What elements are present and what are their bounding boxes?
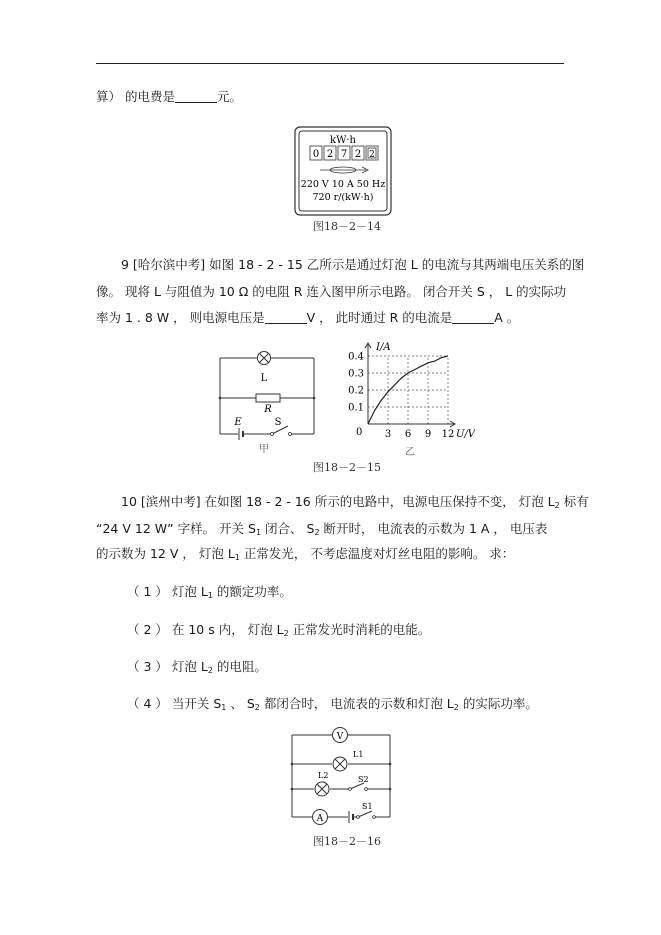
meter-rate: 720 r/(kW·h) bbox=[312, 192, 374, 203]
item-text: 、 S bbox=[226, 696, 255, 711]
y-tick-label: 0.2 bbox=[348, 385, 364, 397]
ammeter-icon bbox=[313, 810, 328, 825]
resistor-label: R bbox=[264, 404, 272, 415]
battery-icon bbox=[349, 811, 353, 823]
lamp-l-icon bbox=[258, 352, 271, 365]
q10-line-2 bbox=[96, 521, 547, 540]
answer-blank[interactable] bbox=[175, 90, 217, 103]
lamp1-label: L1 bbox=[353, 750, 364, 759]
q9-line-3b: V ， 此时通过 R 的电流是 bbox=[306, 310, 453, 325]
lamp-label: L bbox=[260, 373, 268, 384]
answer-suffix: 元。 bbox=[216, 89, 242, 104]
q10-sub: 1 bbox=[255, 528, 262, 537]
voltmeter-icon bbox=[333, 728, 348, 743]
item-sub: 1 bbox=[221, 703, 227, 712]
q9-line-1: 9 [哈尔滨中考] 如图 18 - 2 - 15 乙所示是通过灯泡 L 的电流与其两端电压关系的图 bbox=[121, 257, 585, 272]
q9-line-3a: 率为 1 . 8 W ， 则电源电压是 bbox=[96, 310, 265, 325]
item-text: 的实际功率。 bbox=[458, 696, 538, 711]
q10-sub: 1 bbox=[234, 553, 240, 562]
x-tick-label: 12 bbox=[441, 429, 455, 440]
meter-digit-3: 7 bbox=[340, 149, 348, 160]
graph-axes bbox=[365, 343, 455, 427]
item-text: 灯泡 L bbox=[167, 584, 208, 599]
item-number: （ 1 ） bbox=[127, 584, 168, 599]
meter-digit-1: 0 bbox=[312, 149, 320, 160]
switch-s1-icon bbox=[357, 816, 376, 819]
q10-line-2b: 闭合、 S bbox=[261, 521, 315, 536]
item-number: （ 2 ） bbox=[127, 622, 168, 637]
item-text: 在 10 s 内， 灯泡 L bbox=[167, 622, 284, 637]
q10-line-3a: 的示数为 12 V ， 灯泡 L bbox=[96, 546, 235, 561]
y-axis-label: I/A bbox=[376, 342, 391, 353]
q10-sub: 2 bbox=[314, 528, 320, 537]
voltage-blank[interactable] bbox=[265, 311, 307, 324]
item-text: 的额定功率。 bbox=[212, 584, 292, 599]
item-text: 灯泡 L bbox=[167, 659, 208, 674]
q10-line-3b: 正常发光， 不考虑温度对灯丝电阻的影响。 求： bbox=[239, 546, 515, 561]
q10-line-3 bbox=[96, 546, 514, 565]
q9-line-3 bbox=[96, 310, 519, 325]
y-tick-label: 0.1 bbox=[348, 402, 364, 414]
q10-item-4 bbox=[127, 696, 538, 715]
item-text: 正常发光时消耗的电能。 bbox=[288, 622, 431, 637]
lamp2-label: L2 bbox=[318, 771, 329, 780]
origin-label: 0 bbox=[356, 427, 363, 438]
q10-line-1-end: 标有 bbox=[559, 494, 589, 509]
x-axis-label: U/V bbox=[456, 429, 475, 440]
lamp-l2-icon bbox=[315, 782, 329, 796]
x-tick-label: 9 bbox=[424, 429, 432, 440]
item-sub: 1 bbox=[207, 591, 213, 600]
ammeter-label: A bbox=[316, 814, 324, 824]
q10-item-1 bbox=[127, 584, 292, 603]
y-tick-label: 0.3 bbox=[348, 368, 364, 380]
meter-unit: kW·h bbox=[330, 135, 356, 146]
circuit-diagram-c bbox=[286, 727, 396, 827]
item-sub: 2 bbox=[453, 703, 459, 712]
top-rule bbox=[96, 63, 564, 64]
source-label: E bbox=[234, 417, 242, 428]
figure-16-caption: 图18－2－16 bbox=[313, 835, 381, 848]
current-voltage-graph bbox=[340, 340, 475, 460]
circuit-diagram-a bbox=[214, 348, 324, 456]
q10-line-2a: “24 V 12 W” 字样。 开关 S bbox=[96, 521, 256, 536]
meter-disc-icon bbox=[320, 167, 368, 173]
switch1-label: S1 bbox=[362, 802, 373, 811]
item-sub: 2 bbox=[254, 703, 260, 712]
graph-grid bbox=[368, 356, 448, 424]
meter-digit-4: 2 bbox=[354, 149, 362, 160]
item-number: （ 4 ） bbox=[127, 696, 168, 711]
figure-b-label: 乙 bbox=[405, 447, 415, 458]
switch2-label: S2 bbox=[358, 775, 369, 784]
x-tick-label: 3 bbox=[384, 429, 392, 440]
figure-a-label: 甲 bbox=[259, 444, 269, 455]
battery-icon bbox=[239, 428, 243, 440]
answer-line bbox=[96, 89, 242, 104]
x-tick-label: 6 bbox=[404, 429, 412, 440]
meter-digit-2: 2 bbox=[326, 149, 334, 160]
meter-caption: 图18－2－14 bbox=[313, 220, 381, 233]
electricity-meter-figure bbox=[294, 126, 392, 216]
current-blank[interactable] bbox=[452, 311, 494, 324]
item-text: 当开关 S bbox=[167, 696, 222, 711]
q10-line-2c: 断开时， 电流表的示数为 1 A ， 电压表 bbox=[319, 521, 548, 536]
figure-15-caption: 图18－2－15 bbox=[313, 461, 381, 474]
switch-s2-icon bbox=[349, 788, 368, 791]
meter-digit-5: 2 bbox=[369, 150, 375, 160]
switch-label: S bbox=[274, 417, 282, 428]
item-sub: 2 bbox=[207, 666, 213, 675]
item-number: （ 3 ） bbox=[127, 659, 168, 674]
y-tick-label: 0.4 bbox=[348, 351, 364, 363]
item-sub: 2 bbox=[283, 629, 289, 638]
q10-line-1-text: 10 [滨州中考] 在如图 18 - 2 - 16 所示的电路中，电源电压保持不变， 灯泡 L bbox=[121, 494, 555, 509]
item-text: 都闭合时， 电流表的示数和灯泡 L bbox=[259, 696, 454, 711]
q9-line-3c: A 。 bbox=[494, 310, 520, 325]
meter-spec: 220 V 10 A 50 Hz bbox=[300, 179, 386, 190]
answer-prefix: 算） 的电费是 bbox=[96, 89, 175, 104]
q10-line-1 bbox=[121, 494, 589, 513]
q10-sub: 2 bbox=[554, 501, 560, 510]
voltmeter-label: V bbox=[336, 732, 344, 742]
q10-item-3 bbox=[127, 659, 267, 678]
item-text: 的电阻。 bbox=[212, 659, 267, 674]
lamp-l1-icon bbox=[333, 757, 347, 771]
q9-line-2: 像。 现将 L 与阻值为 10 Ω 的电阻 R 连入图甲所示电路。 闭合开关 S ， L 的实际功 bbox=[96, 284, 567, 299]
q10-item-2 bbox=[127, 622, 430, 641]
